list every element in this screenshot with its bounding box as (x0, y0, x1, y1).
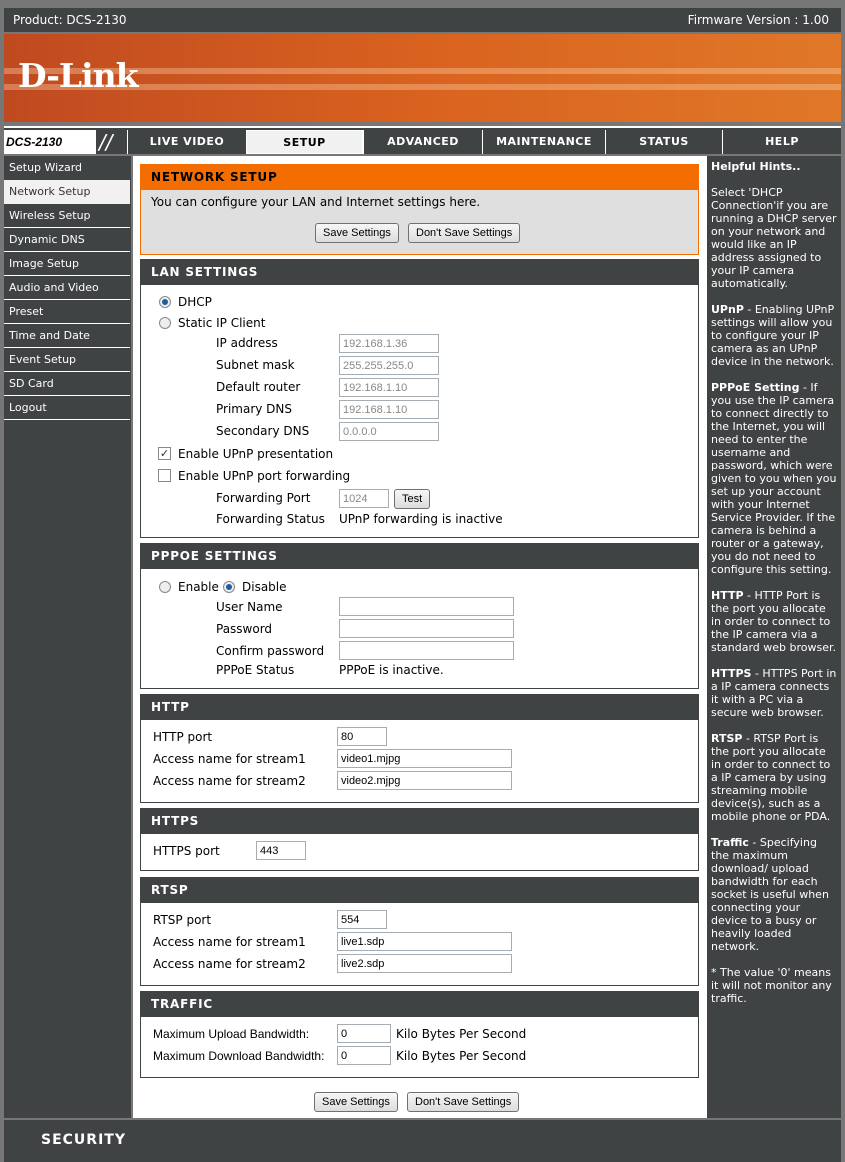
slash-decoration: // (99, 130, 113, 154)
hint-pppoe: PPPoE Setting - If you use the IP camera to connect directly to the Internet, you will need to enter the username and password, which were given to you when you set up your account with your Internet Service Provider. If the camera is behind a router or a gateway, you do not need to configure this setting. (711, 381, 837, 576)
hint-rtsp: RTSP - RTSP Port is the port you allocate in order to connect to a IP camera by using streaming mobile device(s), such as a mobile phone or PDA. (711, 732, 831, 823)
tab-live-video[interactable]: LIVE VIDEO (127, 130, 246, 154)
static-ip-label: Static IP Client (178, 316, 266, 330)
hint-upnp: UPnP - Enabling UPnP settings will allow you to configure your IP camera as an UPnP device in the network. (711, 303, 835, 368)
tab-setup[interactable]: SETUP (246, 130, 363, 154)
http-stream1-label: Access name for stream1 (153, 752, 306, 766)
save-settings-button[interactable]: Save Settings (315, 223, 399, 243)
primary-dns-input[interactable] (339, 400, 439, 419)
download-bandwidth-input[interactable] (337, 1046, 391, 1065)
static-ip-radio[interactable] (159, 317, 171, 329)
helpful-hints-panel (707, 156, 841, 1118)
section-title: HTTP (141, 695, 698, 720)
footer-security-label: SECURITY (41, 1132, 126, 1148)
sidebar-item-setup-wizard[interactable]: Setup Wizard (9, 161, 83, 174)
forwarding-status-value: UPnP forwarding is inactive (339, 512, 503, 526)
dont-save-settings-button-bottom[interactable]: Don't Save Settings (407, 1092, 519, 1112)
product-label: Product: DCS-2130 (13, 13, 127, 27)
tab-help[interactable]: HELP (722, 130, 841, 154)
http-section (140, 694, 699, 803)
section-title: PPPOE SETTINGS (141, 544, 698, 569)
upnp-presentation-label: Enable UPnP presentation (178, 447, 334, 461)
http-stream2-input[interactable] (337, 771, 512, 790)
user-name-label: User Name (216, 600, 283, 614)
rtsp-stream1-input[interactable] (337, 932, 512, 951)
password-input[interactable] (339, 619, 514, 638)
top-bar (4, 8, 841, 32)
sidebar-item-wireless-setup[interactable]: Wireless Setup (4, 204, 130, 228)
lan-settings-section (140, 259, 699, 538)
confirm-password-label: Confirm password (216, 644, 325, 658)
http-port-label: HTTP port (153, 730, 213, 744)
section-title: RTSP (141, 878, 698, 903)
dlink-logo: D-Link (18, 56, 138, 95)
https-section (140, 808, 699, 871)
sidebar-item-image-setup[interactable]: Image Setup (4, 252, 130, 276)
sidebar-item-preset[interactable]: Preset (4, 300, 130, 324)
sidebar-item-dynamic-dns[interactable]: Dynamic DNS (4, 228, 130, 252)
hint-http: HTTP - HTTP Port is the port you allocate in order to connect to the IP camera via a standard web browser. (711, 589, 837, 654)
network-setup-section (140, 164, 699, 255)
section-title: HTTPS (141, 809, 698, 834)
pppoe-status-value: PPPoE is inactive. (339, 663, 444, 677)
sidebar-item-sd-card[interactable]: SD Card (4, 372, 130, 396)
user-name-input[interactable] (339, 597, 514, 616)
rtsp-port-label: RTSP port (153, 913, 212, 927)
pppoe-status-label: PPPoE Status (216, 663, 295, 677)
confirm-password-input[interactable] (339, 641, 514, 660)
main-content (133, 156, 707, 1118)
test-button[interactable]: Test (394, 489, 430, 509)
hint-note: * The value '0' means it will not monitor any traffic. (711, 966, 832, 1005)
pppoe-enable-radio[interactable] (159, 581, 171, 593)
traffic-section (140, 991, 699, 1078)
banner (4, 34, 841, 122)
secondary-dns-label: Secondary DNS (216, 424, 310, 438)
pppoe-disable-radio[interactable] (223, 581, 235, 593)
rtsp-section (140, 877, 699, 986)
http-stream2-label: Access name for stream2 (153, 774, 306, 788)
forwarding-status-label: Forwarding Status (216, 512, 325, 526)
primary-dns-label: Primary DNS (216, 402, 293, 416)
default-router-label: Default router (216, 380, 301, 394)
network-description: You can configure your LAN and Internet settings here. (151, 195, 481, 209)
save-settings-button-bottom[interactable]: Save Settings (314, 1092, 398, 1112)
tab-maintenance[interactable]: MAINTENANCE (482, 130, 605, 154)
tab-advanced[interactable]: ADVANCED (363, 130, 482, 154)
sidebar-item-network-setup[interactable]: Network Setup (4, 180, 130, 204)
default-router-input[interactable] (339, 378, 439, 397)
dont-save-settings-button[interactable]: Don't Save Settings (408, 223, 520, 243)
rtsp-port-input[interactable] (337, 910, 387, 929)
http-stream1-input[interactable] (337, 749, 512, 768)
https-port-input[interactable] (256, 841, 306, 860)
ip-address-input[interactable] (339, 334, 439, 353)
footer (4, 1120, 841, 1162)
sidebar-item-event-setup[interactable]: Event Setup (4, 348, 130, 372)
http-port-input[interactable] (337, 727, 387, 746)
upnp-presentation-checkbox[interactable]: ✓ (159, 447, 170, 460)
dhcp-radio[interactable] (159, 296, 171, 308)
subnet-mask-input[interactable] (339, 356, 439, 375)
upload-unit: Kilo Bytes Per Second (396, 1027, 527, 1041)
tab-status[interactable]: STATUS (605, 130, 722, 154)
model-name: DCS-2130 (4, 130, 96, 154)
sidebar (4, 156, 131, 1118)
pppoe-disable-label: Disable (242, 580, 287, 594)
upnp-forwarding-checkbox[interactable] (158, 469, 171, 482)
secondary-dns-input[interactable] (339, 422, 439, 441)
rtsp-stream2-input[interactable] (337, 954, 512, 973)
firmware-version: Firmware Version : 1.00 (687, 13, 829, 27)
rtsp-stream1-label: Access name for stream1 (153, 935, 306, 949)
upload-bandwidth-label: Maximum Upload Bandwidth: (153, 1027, 310, 1041)
password-label: Password (216, 622, 273, 636)
section-title: LAN SETTINGS (141, 260, 698, 285)
sidebar-item-logout[interactable]: Logout (4, 396, 130, 420)
hint-dhcp: Select 'DHCP Connection'if you are running a DHCP server on your network and would like an IP address assigned to your IP camera automatically. (711, 186, 837, 290)
https-port-label: HTTPS port (153, 844, 220, 858)
pppoe-enable-label: Enable (178, 580, 219, 594)
download-unit: Kilo Bytes Per Second (396, 1049, 527, 1063)
upnp-forwarding-label: Enable UPnP port forwarding (178, 469, 351, 483)
section-title: TRAFFIC (141, 992, 698, 1017)
dhcp-label: DHCP (178, 295, 212, 309)
sidebar-item-audio-video[interactable]: Audio and Video (4, 276, 130, 300)
subnet-mask-label: Subnet mask (216, 358, 295, 372)
forwarding-port-input[interactable] (339, 489, 389, 508)
ip-address-label: IP address (216, 336, 278, 350)
rtsp-stream2-label: Access name for stream2 (153, 957, 306, 971)
sidebar-item-time-date[interactable]: Time and Date (4, 324, 130, 348)
download-bandwidth-label: Maximum Download Bandwidth: (153, 1049, 325, 1063)
top-nav (4, 126, 841, 154)
hints-title: Helpful Hints.. (711, 160, 801, 173)
hint-https: HTTPS - HTTPS Port in a IP camera connects it with a PC via a secure web browser. (711, 667, 837, 719)
hint-traffic: Traffic - Specifying the maximum download/ upload bandwidth for each socket is useful when connecting your device to a busy or heavily loaded network. (711, 836, 829, 953)
section-title: NETWORK SETUP (141, 165, 698, 190)
forwarding-port-label: Forwarding Port (216, 491, 311, 505)
upload-bandwidth-input[interactable] (337, 1024, 391, 1043)
pppoe-settings-section (140, 543, 699, 689)
